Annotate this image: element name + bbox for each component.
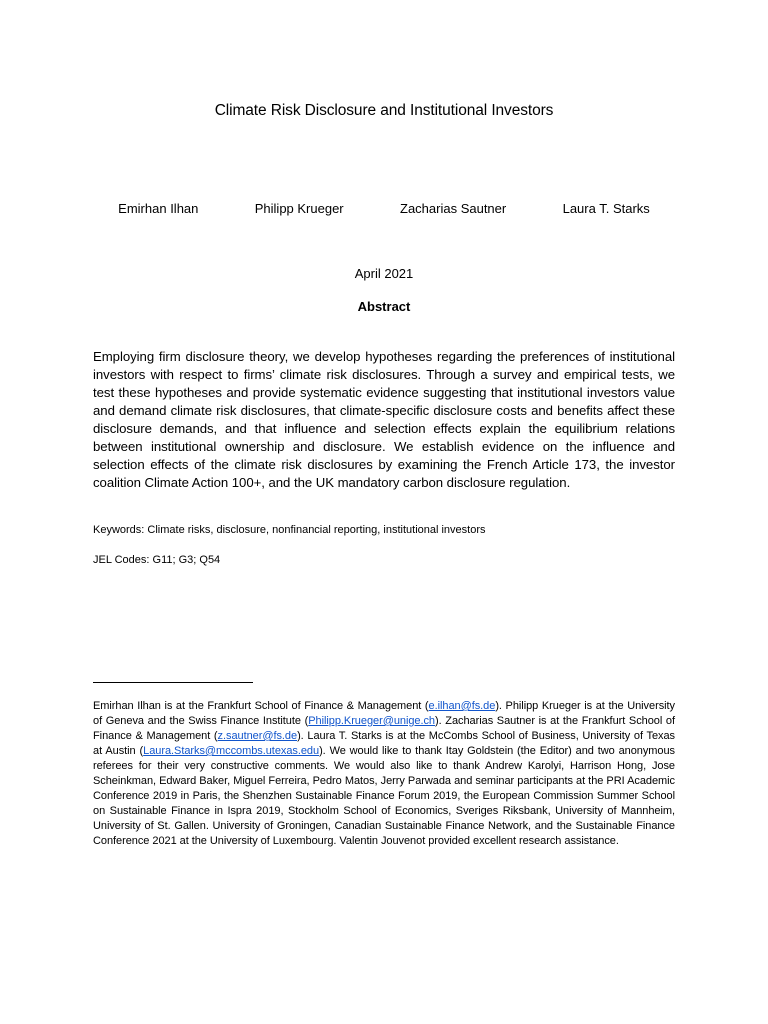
email-link-starks[interactable]: Laura.Starks@mccombs.utexas.edu xyxy=(143,745,320,757)
keywords-line: Keywords: Climate risks, disclosure, nonfinancial reporting, institutional investors xyxy=(93,524,486,536)
footnote-text: ). Philipp Krueger is at the University of Geneva and the Swiss Finance Institute ( xyxy=(93,700,675,727)
author-name: Laura T. Starks xyxy=(562,201,650,216)
abstract-text: Employing firm disclosure theory, we develop hypotheses regarding the preferences of institutional investors with respect to firms’ climate risk disclosures. Through a survey and empirical tests, we test these hypotheses and provide systematic evidence suggesting that institutional investors value and demand climate risk disclosures, that climate-specific disclosure costs and benefits affect these disclosure demands, and that influence and selection effects explain the equilibrium relations between institutional ownership and disclosure. We establish evidence on the influence and selection effects of the climate risk disclosures by examining the French Article 173, the investor coalition Climate Action 100+, and the UK mandatory carbon disclosure regulation. xyxy=(93,349,675,490)
author-name: Zacharias Sautner xyxy=(400,201,507,216)
footnote-divider xyxy=(93,682,253,683)
email-link-sautner[interactable]: z.sautner@fs.de xyxy=(217,730,298,742)
email-link-ilhan[interactable]: e.ilhan@fs.de xyxy=(428,700,496,712)
author-name: Emirhan Ilhan xyxy=(118,201,199,216)
email-link-krueger[interactable]: Philipp.Krueger@unige.ch xyxy=(308,715,436,727)
author-list xyxy=(90,201,678,216)
author-name: Philipp Krueger xyxy=(254,201,344,216)
footnote-text: ). We would like to thank Itay Goldstein (the Editor) and two anonymous referees for their very constructive comments. We would also like to thank Andrew Karolyi, Harrison Hong, Jose Scheinkman, Edward Baker, Miguel Ferreira, Pedro Matos, Jerry Parwada and seminar participants at the PRI Academic Conference 2019 in Paris, the Shenzhen Sustainable Finance Forum 2019, the European Commission Summer School on Sustainable Finance in Ispra 2019, Stockholm School of Economics, Sveriges Riksbank, University of Mannheim, University of St. Gallen. University of Groningen, Canadian Sustainable Finance Network, and the Sustainable Finance Conference 2021 at the University of Luxembourg. Valentin Jouvenot provided excellent research assistance. xyxy=(93,745,675,847)
author-affiliation-footnote xyxy=(93,699,675,849)
footnote-text: Emirhan Ilhan is at the Frankfurt School of Finance & Management ( xyxy=(93,700,429,712)
paper-title: Climate Risk Disclosure and Institutional Investors xyxy=(214,102,554,119)
jel-codes-line: JEL Codes: G11; G3; Q54 xyxy=(93,554,221,566)
publication-date: April 2021 xyxy=(354,266,414,281)
footnote-text: ). Laura T. Starks is at the McCombs School of Business, University of Texas at Austin ( xyxy=(93,730,675,757)
footnote-text: ). Zacharias Sautner is at the Frankfurt School of Finance & Management ( xyxy=(93,715,675,742)
abstract-heading: Abstract xyxy=(357,299,411,314)
